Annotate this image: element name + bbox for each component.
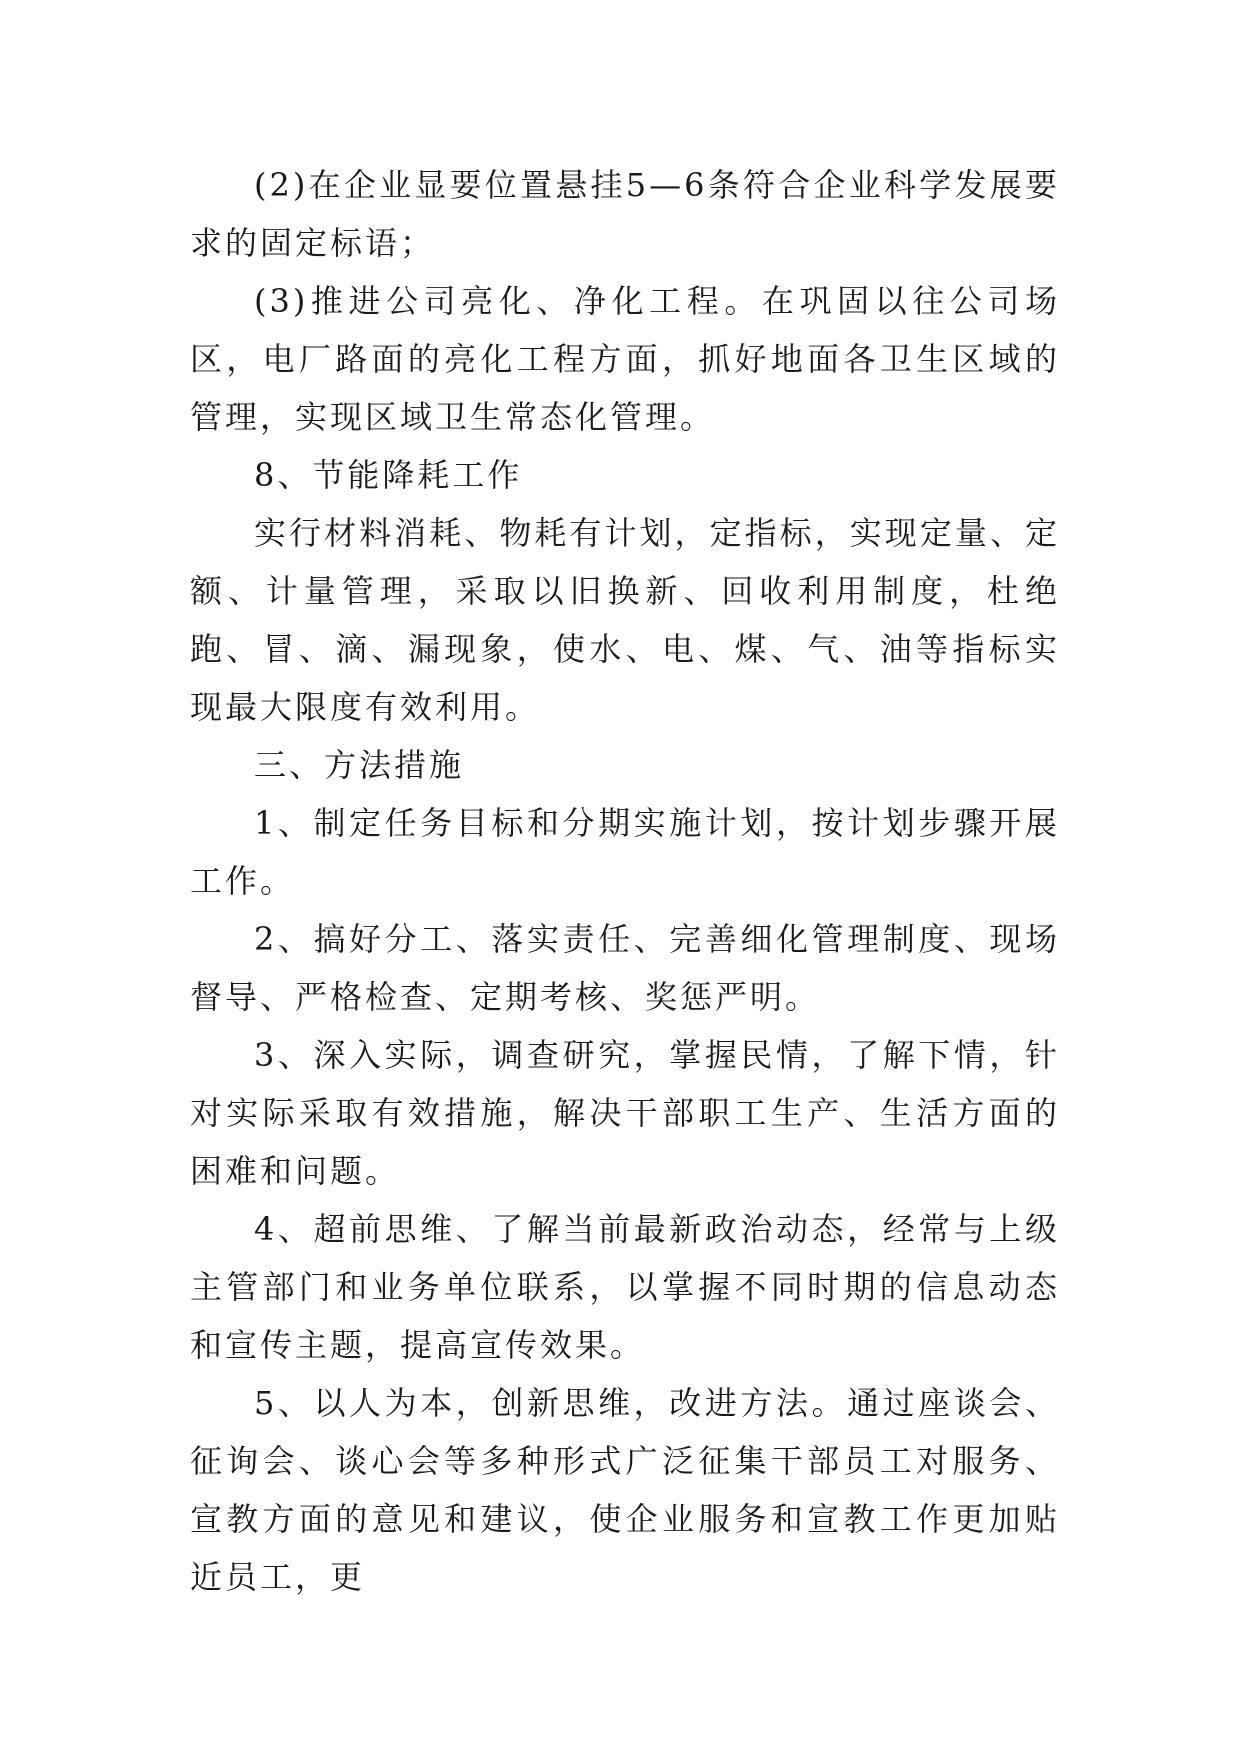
paragraph-method-5: 5、以人为本，创新思维，改进方法。通过座谈会、征询会、谈心会等多种形式广泛征集干部员工对服务、宣教方面的意见和建议，使企业服务和宣教工作更加贴近员工，更 xyxy=(190,1384,1060,1596)
paragraph-energy-saving: 实行材料消耗、物耗有计划，定指标，实现定量、定额、计量管理，采取以旧换新、回收利用制度，杜绝跑、冒、滴、漏现象，使水、电、煤、气、油等指标实现最大限度有效利用。 xyxy=(190,514,1060,726)
paragraph-method-2: 2、搞好分工、落实责任、完善细化管理制度、现场督导、严格检查、定期考核、奖惩严明。 xyxy=(190,920,1060,1016)
paragraph-method-1: 1、制定任务目标和分期实施计划，按计划步骤开展工作。 xyxy=(190,804,1060,900)
paragraph-method-3: 3、深入实际，调查研究，掌握民情，了解下情，针对实际采取有效措施，解决干部职工生产、生活方面的困难和问题。 xyxy=(190,1036,1060,1190)
section-heading-methods: 三、方法措施 xyxy=(254,746,465,784)
paragraph-method-4: 4、超前思维、了解当前最新政治动态，经常与上级主管部门和业务单位联系，以掌握不同时期的信息动态和宣传主题，提高宣传效果。 xyxy=(190,1210,1060,1364)
paragraph-slogans: (2)在企业显要位置悬挂5—6条符合企业科学发展要求的固定标语； xyxy=(190,166,1060,262)
document-page xyxy=(190,156,1060,1606)
paragraph-lighting-project: (3)推进公司亮化、净化工程。在巩固以往公司场区，电厂路面的亮化工程方面，抓好地面各卫生区域的管理，实现区域卫生常态化管理。 xyxy=(190,282,1060,436)
section-heading-energy-saving: 8、节能降耗工作 xyxy=(254,456,523,494)
